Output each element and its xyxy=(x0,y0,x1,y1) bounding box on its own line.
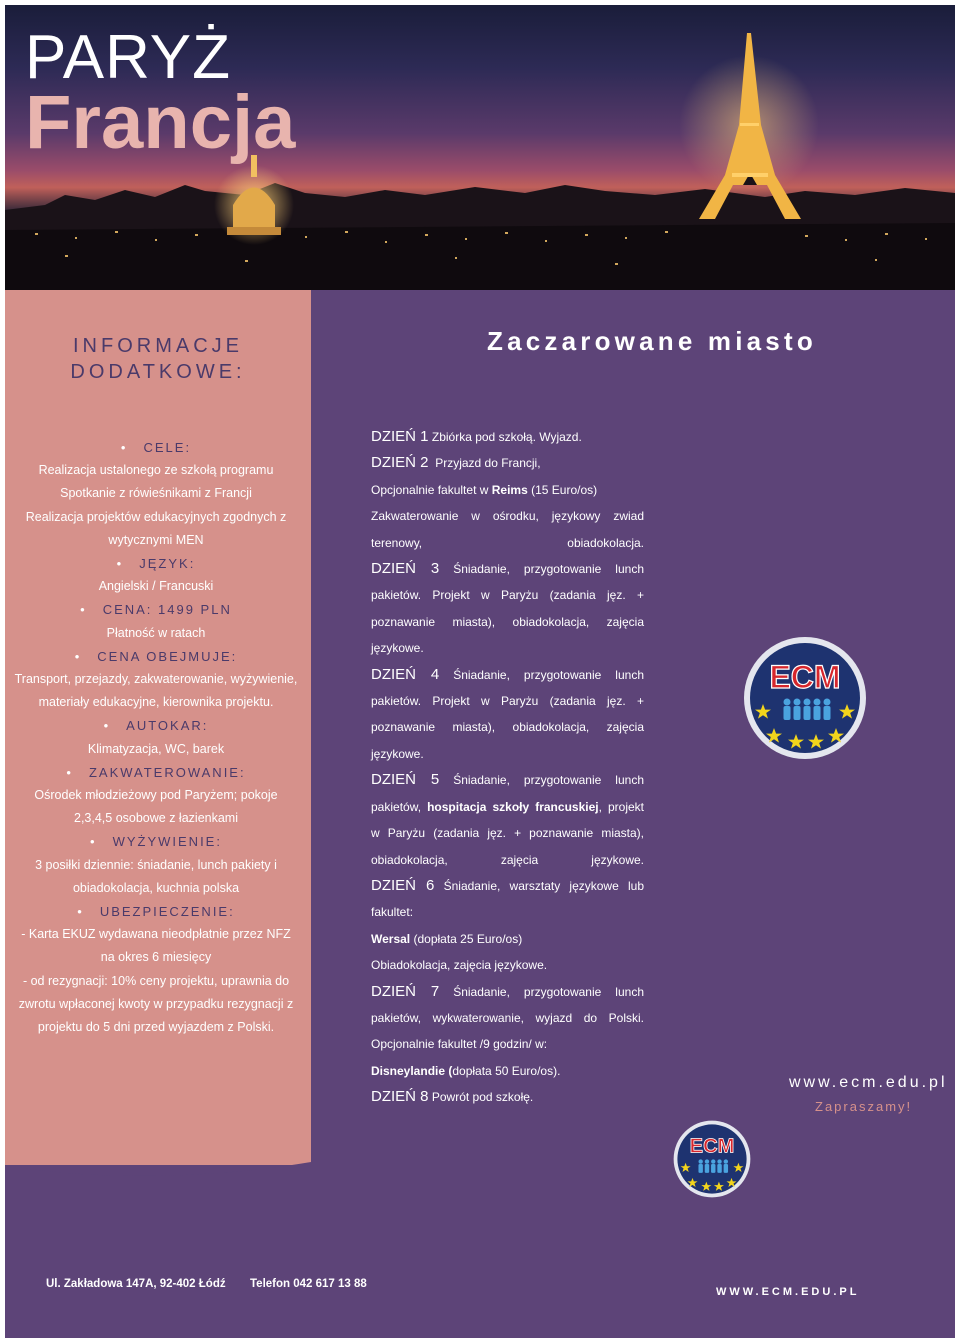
day-2-option-place: Reims xyxy=(491,482,528,497)
day-6-option xyxy=(371,926,644,952)
day-7-price: dopłata 50 Euro/os). xyxy=(452,1063,561,1078)
cele-line: Realizacja projektów edukacyjnych zgodnych z wytycznymi MEN xyxy=(25,509,287,547)
obejmuje-label: • CENA OBEJMUJE: xyxy=(14,645,298,668)
cena-label: • CENA: 1499 PLN xyxy=(14,598,298,621)
day-7-place-line xyxy=(371,1058,644,1084)
ecm-logo-text: ECM xyxy=(769,659,841,695)
day-6-evening: Obiadokolacja, zajęcia językowe. xyxy=(371,958,548,973)
wyzywienie-label: • WYŻYWIENIE: xyxy=(14,830,298,853)
day-5-text: Śniadanie, przygotowanie lunch pakietów, xyxy=(371,773,644,814)
day-5-text-rest: , projekt w Paryżu (zadania jęz. + poznawanie miasta), obiadokolacja, zajęcia językowe. xyxy=(371,799,644,867)
zakwaterowanie-label: • ZAKWATEROWANIE: xyxy=(14,761,298,784)
cena-value: Płatność w ratach xyxy=(106,625,206,640)
day-4-label: DZIEŃ 4 xyxy=(371,665,440,683)
day-5 xyxy=(371,767,644,873)
day-6 xyxy=(371,873,644,926)
day-2-option-text: Opcjonalnie fakultet w xyxy=(371,482,489,497)
hero-country-title: Francja xyxy=(25,80,296,165)
invite-text: Zapraszamy! xyxy=(815,1099,913,1114)
website-link[interactable]: www.ecm.edu.pl xyxy=(789,1074,948,1091)
day-7 xyxy=(371,979,644,1032)
day-8 xyxy=(371,1084,644,1110)
ubezpieczenie-ekuz: - Karta EKUZ wydawana nieodpłatnie przez NFZ na okres 6 miesięcy xyxy=(21,927,291,965)
day-2-text: Przyjazd do Francji, xyxy=(435,456,541,471)
day-program xyxy=(371,424,644,1111)
jezyk-label: • JĘZYK: xyxy=(14,552,298,575)
footer-address: Ul. Zakładowa 147A, 92-402 Łódź xyxy=(46,1278,226,1290)
info-heading xyxy=(5,333,311,385)
day-3-text: Śniadanie, przygotowanie lunch pakietów. Projekt w Paryżu (zadania jęz. + poznawanie miasta), obiadokolacja, zajęcia językowe. xyxy=(371,562,644,656)
day-7-label: DZIEŃ 7 xyxy=(371,982,440,1000)
day-1 xyxy=(371,424,644,450)
day-7-place: Disneylandie ( xyxy=(371,1063,453,1078)
day-3-label: DZIEŃ 3 xyxy=(371,560,440,578)
autokar-label: • AUTOKAR: xyxy=(14,714,298,737)
day-2-option-price: (15 Euro/os) xyxy=(531,482,598,497)
jezyk-value: Angielski / Francuski xyxy=(98,579,214,594)
cele-label: • CELE: xyxy=(14,436,298,459)
ubezpieczenie-rezygnacja: - od rezygnacji: 10% ceny projektu, uprawnia do zwrotu wpłaconej kwoty w przypadku rezygnacji z projektu do 5 dni przed wyjazdem z Polski. xyxy=(18,973,294,1035)
day-7-option: Opcjonalnie fakultet /9 godzin/ w: xyxy=(371,1037,548,1052)
day-6-place: Wersal xyxy=(371,931,411,946)
day-4-text: Śniadanie, przygotowanie lunch pakietów. Projekt w Paryżu (zadania jęz. + poznawanie miasta), obiadokolacja, zajęcia językowe. xyxy=(371,667,644,761)
hero-city-title: PARYŻ xyxy=(25,23,231,92)
cele-line: Spotkanie z rówieśnikami z Francji xyxy=(60,486,252,501)
day-7-text: Śniadanie, przygotowanie lunch pakietów, wykwaterowanie, wyjazd do Polski. xyxy=(371,984,644,1025)
ecm-logo-small xyxy=(673,1120,751,1198)
day-5-label: DZIEŃ 5 xyxy=(371,771,440,789)
ecm-logo xyxy=(743,636,867,760)
autokar-value: Klimatyzacja, WC, barek xyxy=(87,741,225,756)
hero-photo xyxy=(5,5,955,290)
info-list xyxy=(14,436,298,1039)
cele-line: Realizacja ustalonego ze szkołą programu xyxy=(38,463,274,478)
obejmuje-value: Transport, przejazdy, zakwaterowanie, wyżywienie, materiały edukacyjne, kierownika projektu. xyxy=(14,672,298,710)
day-1-label: DZIEŃ 1 xyxy=(371,428,429,445)
day-6-text: Śniadanie, warsztaty językowe lub fakultet: xyxy=(371,878,644,920)
day-3 xyxy=(371,556,644,662)
footer-phone: Telefon 042 617 13 88 xyxy=(250,1278,367,1290)
footer-website-link[interactable]: WWW.ECM.EDU.PL xyxy=(716,1286,860,1298)
day-6-price: (dopłata 25 Euro/os) xyxy=(413,931,523,946)
info-heading-line1: INFORMACJE xyxy=(73,335,243,357)
day-2 xyxy=(371,450,644,476)
day-1-text: Zbiórka pod szkołą. Wyjazd. xyxy=(431,430,582,444)
program-heading: Zaczarowane miasto xyxy=(487,326,817,356)
day-2-label: DZIEŃ 2 xyxy=(371,454,429,472)
day-8-label: DZIEŃ 8 xyxy=(371,1088,429,1106)
day-8-text: Powrót pod szkołę. xyxy=(431,1090,534,1105)
day-5-highlight: hospitacja szkoły francuskiej xyxy=(427,799,599,814)
day-2-stay: Zakwaterowanie w ośrodku, językowy zwiad terenowy, obiadokolacja. xyxy=(371,509,644,550)
day-6-label: DZIEŃ 6 xyxy=(371,876,435,894)
day-4 xyxy=(371,662,644,768)
ecm-logo-small-text: ECM xyxy=(689,1135,735,1158)
footer-wave-decoration xyxy=(5,1120,311,1220)
ubezpieczenie-label: • UBEZPIECZENIE: xyxy=(14,900,298,923)
info-heading-line2: DODATKOWE: xyxy=(70,361,246,383)
wyzywienie-value: 3 posiłki dziennie: śniadanie, lunch pakiety i obiadokolacja, kuchnia polska xyxy=(35,857,277,895)
day-2-option xyxy=(371,477,644,503)
zakwaterowanie-value: Ośrodek młodzieżowy pod Paryżem; pokoje 2,3,4,5 osobowe z łazienkami xyxy=(34,788,278,826)
